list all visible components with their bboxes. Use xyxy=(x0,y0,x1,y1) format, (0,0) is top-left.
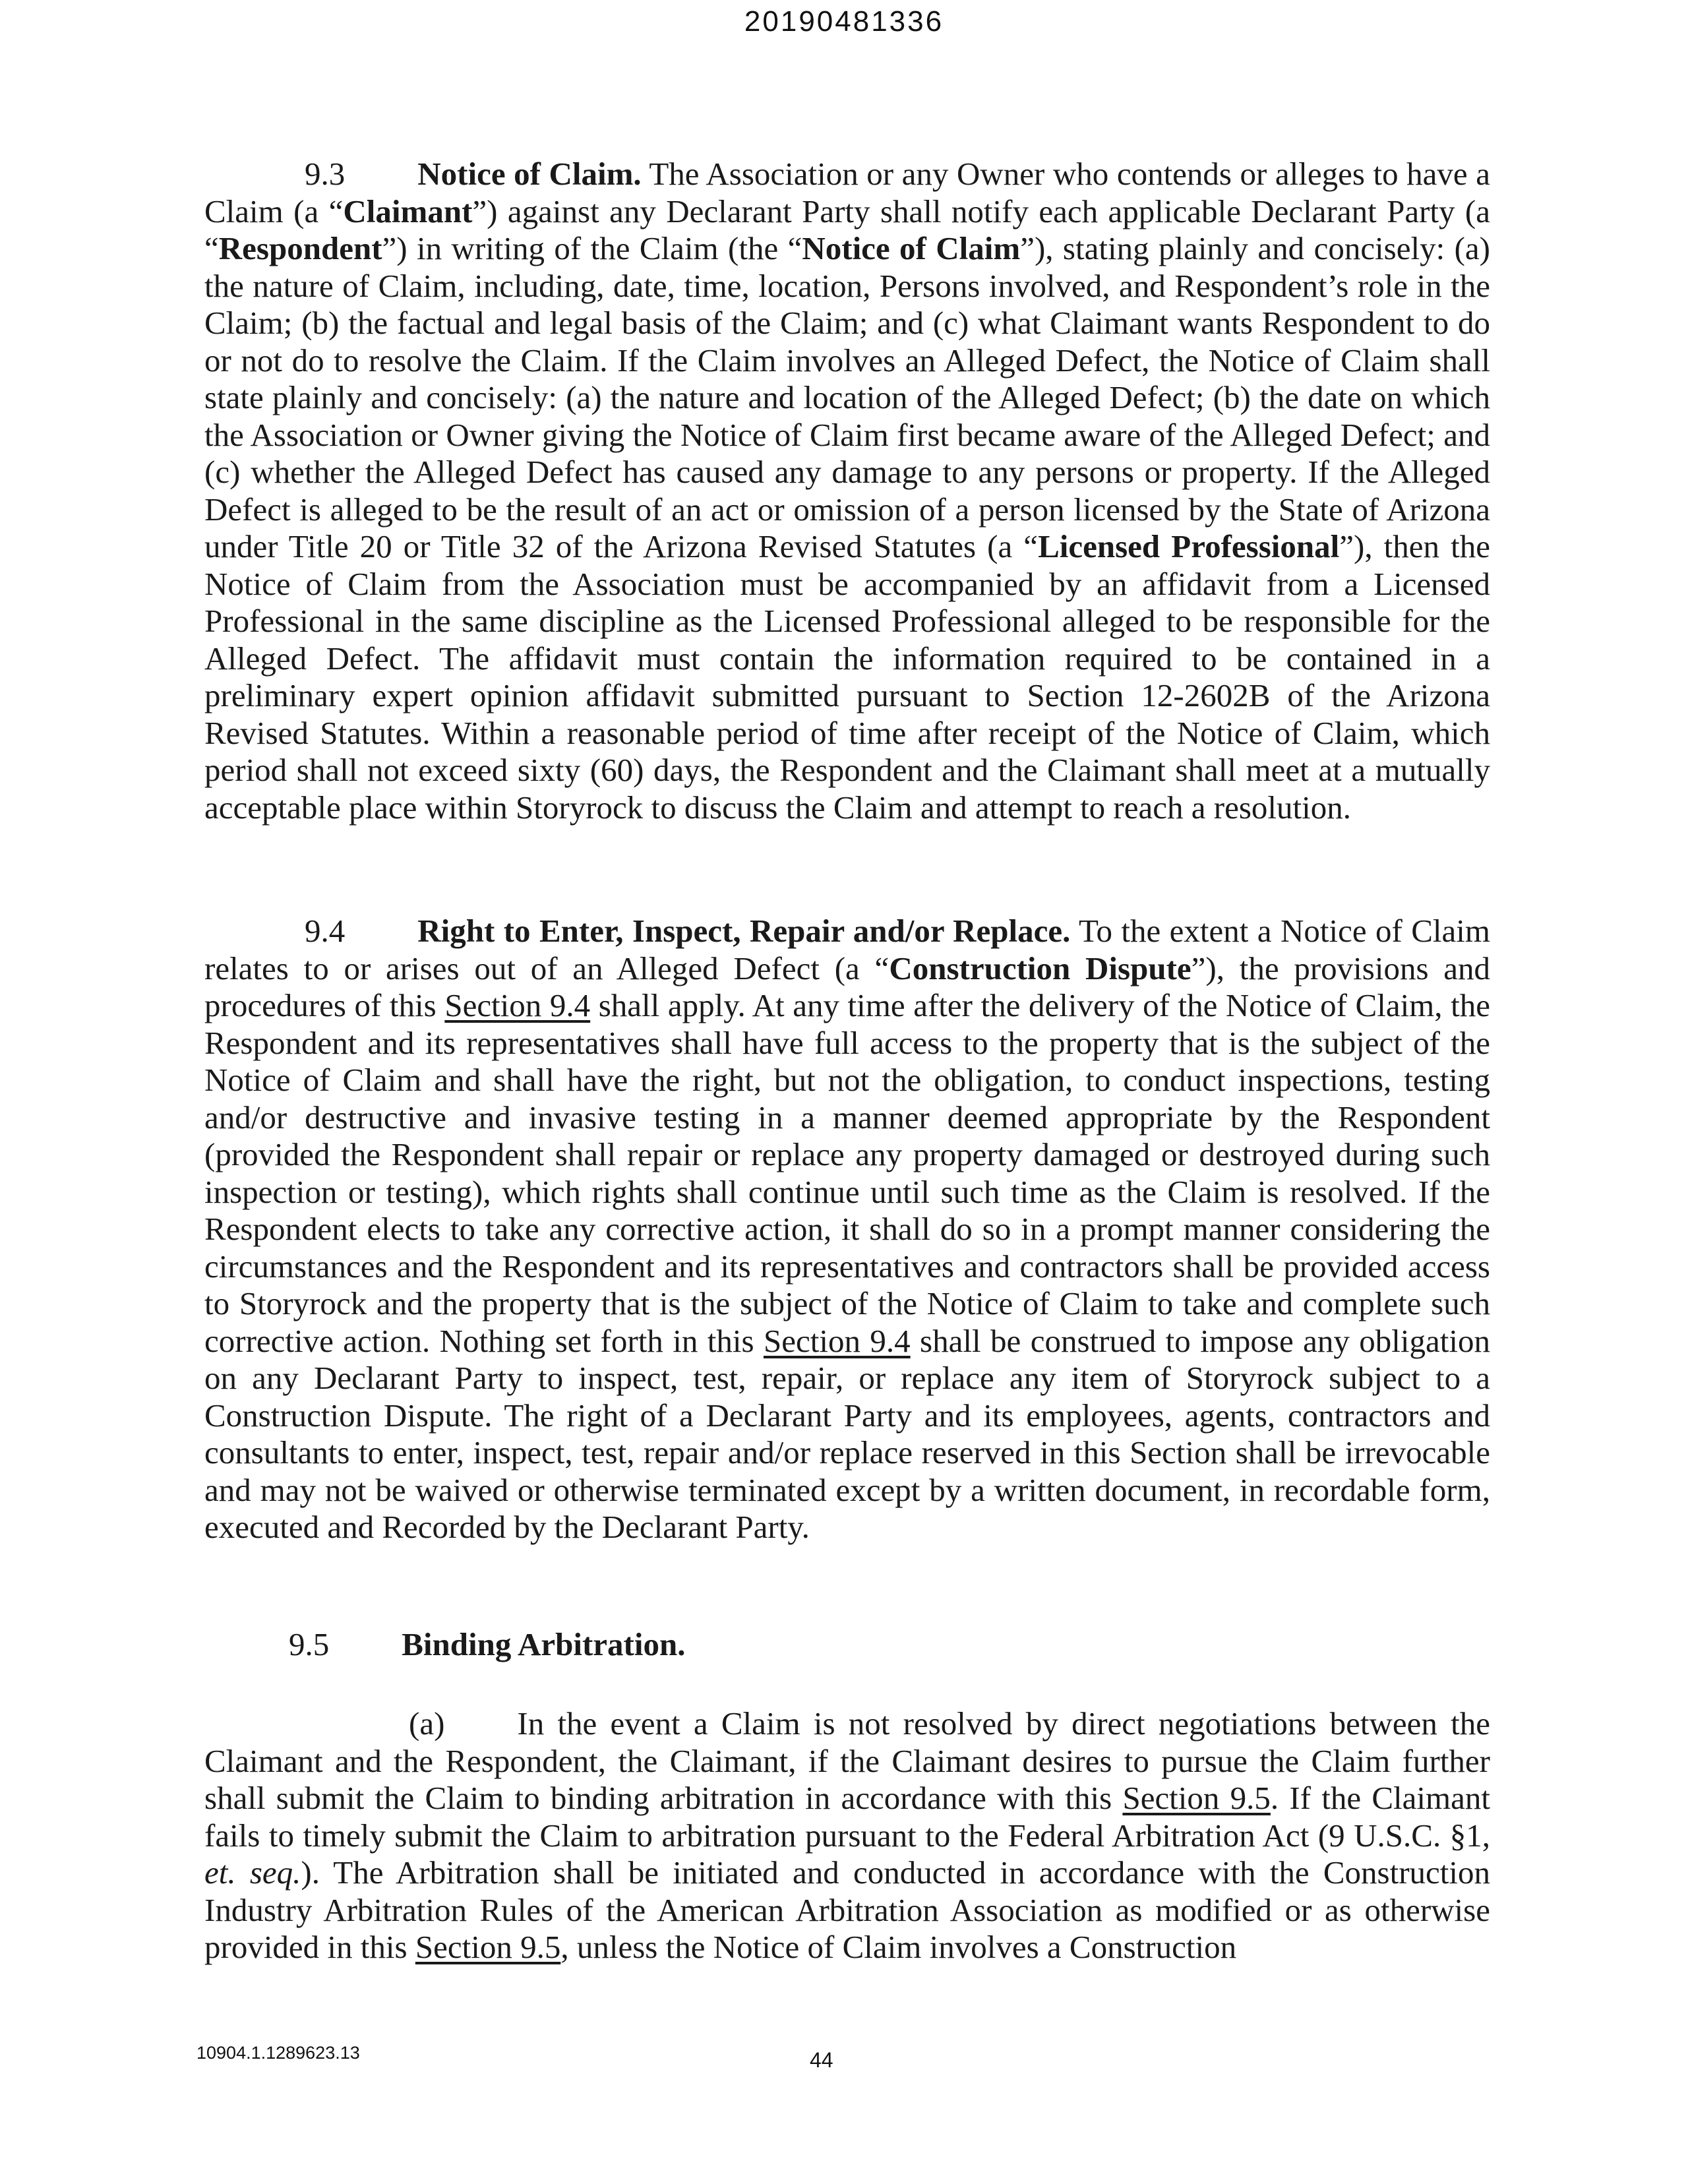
paragraph-text: ”) in writing of the Claim (the “ xyxy=(382,230,802,266)
section-reference: Section 9.5 xyxy=(1122,1780,1271,1816)
section-9-4-paragraph xyxy=(204,913,1490,1546)
section-reference: Section 9.5 xyxy=(415,1929,561,1965)
paragraph-text: ”), the provisions and procedures of this xyxy=(204,950,1491,1023)
paragraph-text: shall apply. At any time after the delivery of the Notice of Claim, the Respondent and its representatives shall have full access to the property that is the subject of the Notice of Claim and shall have the right, but not the obligation, to conduct inspections, testing and/or destructive and invasive testing in a manner deemed appropriate by the Respondent (provided the Respondent shall repair or replace any property damaged or destroyed during such inspection or testing), which rights shall continue until such time as the Claim is resolved. If the Respondent elects to take any corrective action, it shall do so in a prompt manner considering the circumstances and the Respondent and its representatives and contractors shall be provided access to Storyrock and the property that is the subject of the Notice of Claim to take and complete such corrective action. Nothing set forth in this xyxy=(204,987,1490,1359)
paragraph-text: ”), stating plainly and concisely: (a) the nature of Claim, including, date, time, location, Persons involved, and Respondent’s role in the Claim; (b) the factual and legal basis of the Claim; and (c) what Claimant wants Respondent to do or not do to resolve the Claim. If the Claim involves an Alleged Defect, the Notice of Claim shall state plainly and concisely: (a) the nature and location of the Alleged Defect; (b) the date on which the Association or Owner giving the Notice of Claim first became aware of the Alleged Defect; and (c) whether the Alleged Defect has caused any damage to any persons or property. If the Alleged Defect is alleged to be the result of an act or omission of a person licensed by the State of Arizona under Title 20 or Title 32 of the Arizona Revised Statutes (a “ xyxy=(204,230,1490,564)
defined-term: Notice of Claim xyxy=(802,230,1021,266)
paragraph-text: The Association or any Owner who contends or alleges to have a Claim (a “ xyxy=(204,156,1490,229)
section-number: 9.3 xyxy=(305,156,346,192)
paragraph-text: . If the Claimant fails to timely submit the Claim to arbitration pursuant to the Federal Arbitration Act (9 U.S.C. §1, xyxy=(204,1780,1490,1854)
section-title: Notice of Claim. xyxy=(417,156,642,192)
section-reference: Section 9.4 xyxy=(763,1322,911,1359)
section-9-5-heading xyxy=(204,1626,1490,1664)
section-9-5-a-paragraph xyxy=(204,1705,1490,1966)
defined-term: Claimant xyxy=(343,193,473,229)
subsection-label: (a) xyxy=(409,1705,445,1742)
defined-term: Construction Dispute xyxy=(889,950,1191,986)
section-title: Right to Enter, Inspect, Repair and/or Replace. xyxy=(417,913,1071,949)
paragraph-text: In the event a Claim is not resolved by direct negotiations between the Claimant and the Respondent, the Claimant, if the Claimant desires to pursue the Claim further shall submit the Claim to binding arbitration in accordance with this xyxy=(204,1705,1490,1816)
paragraph-text: shall be construed to impose any obligation on any Declarant Party to inspect, test, repair, or replace any item of Storyrock subject to a Construction Dispute. The right of a Declarant Party and its employees, agents, contractors and consultants to enter, inspect, test, repair and/or replace reserved in this Section shall be irrevocable and may not be waived or otherwise terminated except by a written document, in recordable form, executed and Recorded by the Declarant Party. xyxy=(204,1322,1490,1545)
paragraph-text: To the extent a Notice of Claim relates to or arises out of an Alleged Defect (a “ xyxy=(204,913,1490,986)
defined-term: Licensed Professional xyxy=(1038,528,1340,564)
section-number: 9.4 xyxy=(305,913,346,949)
section-reference: Section 9.4 xyxy=(444,987,591,1023)
paragraph-text: , unless the Notice of Claim involves a Construction xyxy=(560,1929,1237,1965)
paragraph-text: ”), then the Notice of Claim from the Association must be accompanied by an affidavit from a Licensed Professional in the same discipline as the Licensed Professional alleged to be responsible for the Alleged Defect. The affidavit must contain the information required to be contained in a preliminary expert opinion affidavit submitted pursuant to Section 12-2602B of the Arizona Revised Statutes. Within a reasonable period of time after receipt of the Notice of Claim, which period shall not exceed sixty (60) days, the Respondent and the Claimant shall meet at a mutually acceptable place within Storyrock to discuss the Claim and attempt to reach a resolution. xyxy=(204,528,1491,826)
page-number: 44 xyxy=(810,2048,833,2072)
section-title: Binding Arbitration. xyxy=(402,1626,686,1662)
footer-document-id: 10904.1.1289623.13 xyxy=(196,2043,360,2063)
section-9-3-paragraph xyxy=(204,156,1490,826)
section-number: 9.5 xyxy=(289,1626,330,1662)
paragraph-text: ”) against any Declarant Party shall notify each applicable Declarant Party (a “ xyxy=(204,193,1491,266)
paragraph-text: ). The Arbitration shall be initiated and conducted in accordance with the Construction Industry Arbitration Rules of the American Arbitration Association as modified or as otherwise provided in this xyxy=(204,1854,1490,1965)
italic-text: et. seq. xyxy=(204,1854,301,1891)
defined-term: Respondent xyxy=(218,230,382,266)
document-number: 20190481336 xyxy=(744,5,944,38)
